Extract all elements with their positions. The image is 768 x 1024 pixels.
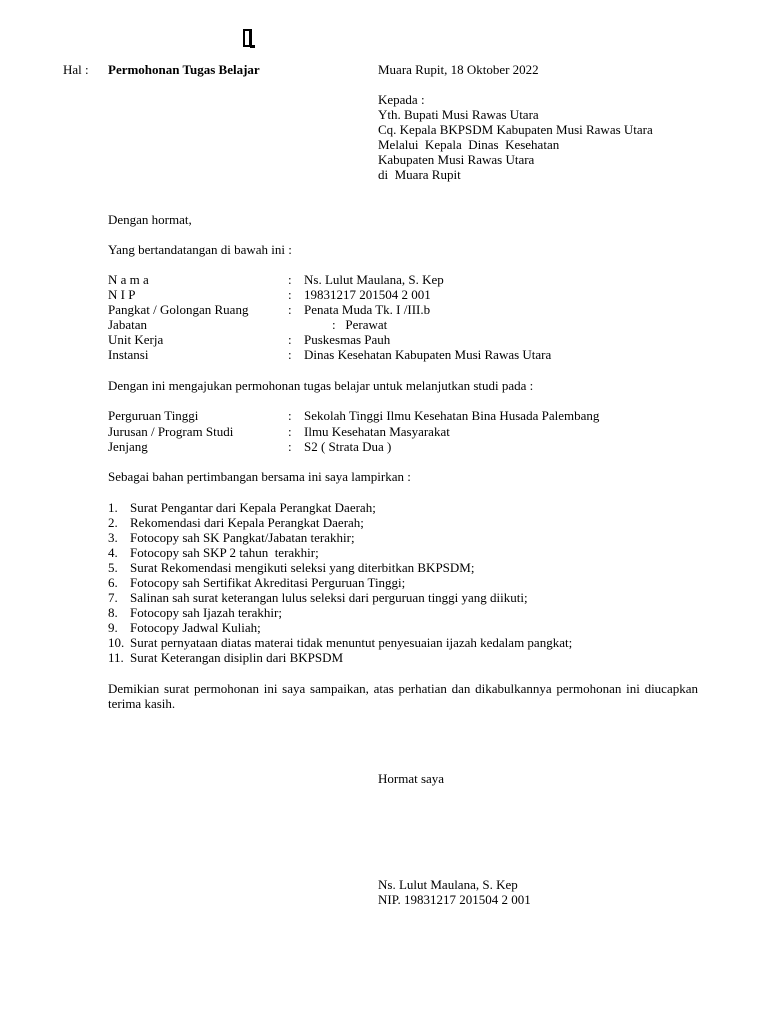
list-number: 5.: [108, 560, 118, 575]
list-text: Fotocopy sah Sertifikat Akreditasi Perguruan Tinggi;: [130, 575, 406, 590]
subject: Permohonan Tugas Belajar: [108, 62, 260, 77]
closing-paragraph: Demikian surat permohonan ini saya sampaikan, atas perhatian dan dikabulkannya permohonan ini diucapkan terima kasih.: [108, 681, 698, 711]
field-colon: :: [288, 272, 292, 287]
list-text: Fotocopy sah Ijazah terakhir;: [130, 605, 282, 620]
list-number: 7.: [108, 590, 118, 605]
list-number: 8.: [108, 605, 118, 620]
recipient-line: Kepada :: [378, 92, 425, 107]
greeting: Dengan hormat,: [108, 212, 192, 227]
field-label: Instansi: [108, 347, 149, 362]
field-colon: :: [288, 302, 292, 317]
recipient-line: Melalui Kepala Dinas Kesehatan: [378, 137, 560, 152]
request-text: Dengan ini mengajukan permohonan tugas belajar untuk melanjutkan studi pada :: [108, 378, 534, 393]
field-colon: :: [288, 287, 292, 302]
signature-salutation: Hormat saya: [378, 771, 445, 786]
field-value: 19831217 201504 2 001: [304, 287, 431, 302]
list-text: Surat Pengantar dari Kepala Perangkat Daerah;: [130, 500, 376, 515]
field-colon: :: [288, 347, 292, 362]
list-number: 3.: [108, 530, 118, 545]
field-value: Puskesmas Pauh: [304, 332, 391, 347]
list-number: 1.: [108, 500, 118, 515]
list-text: Rekomendasi dari Kepala Perangkat Daerah;: [130, 515, 364, 530]
list-text: Surat Keterangan disiplin dari BKPSDM: [130, 650, 344, 665]
recipient-line: Cq. Kepala BKPSDM Kabupaten Musi Rawas Utara: [378, 122, 653, 137]
header-mark-foot: [250, 45, 255, 48]
list-number: 11.: [108, 650, 124, 665]
field-value: Penata Muda Tk. I /III.b: [304, 302, 431, 317]
field-label: Unit Kerja: [108, 332, 164, 347]
field-value: Dinas Kesehatan Kabupaten Musi Rawas Utara: [304, 347, 552, 362]
field-value: Ns. Lulut Maulana, S. Kep: [304, 272, 444, 287]
hal-label: Hal :: [63, 62, 89, 77]
field-colon: :: [288, 408, 292, 423]
list-text: Surat pernyataan diatas materai tidak menuntut penyesuaian ijazah kedalam pangkat;: [130, 635, 573, 650]
field-value: Sekolah Tinggi Ilmu Kesehatan Bina Husada Palembang: [304, 408, 600, 423]
field-value: : Perawat: [332, 317, 388, 332]
list-text: Fotocopy sah SK Pangkat/Jabatan terakhir;: [130, 530, 355, 545]
signature-nip: NIP. 19831217 201504 2 001: [378, 892, 531, 907]
recipient-line: di Muara Rupit: [378, 167, 461, 182]
field-label: Jabatan: [108, 317, 147, 332]
list-text: Fotocopy sah SKP 2 tahun terakhir;: [130, 545, 319, 560]
list-text: Surat Rekomendasi mengikuti seleksi yang diterbitkan BKPSDM;: [130, 560, 475, 575]
field-label: Jurusan / Program Studi: [108, 424, 234, 439]
signature-name: Ns. Lulut Maulana, S. Kep: [378, 877, 518, 892]
recipient-line: Kabupaten Musi Rawas Utara: [378, 152, 535, 167]
field-label: Pangkat / Golongan Ruang: [108, 302, 249, 317]
field-colon: :: [288, 439, 292, 454]
field-label: Jenjang: [108, 439, 148, 454]
intro: Yang bertandatangan di bawah ini :: [108, 242, 292, 257]
list-number: 6.: [108, 575, 118, 590]
recipient-line: Yth. Bupati Musi Rawas Utara: [378, 107, 539, 122]
field-label: N a m a: [108, 272, 149, 287]
field-value: S2 ( Strata Dua ): [304, 439, 392, 454]
attachments-intro: Sebagai bahan pertimbangan bersama ini saya lampirkan :: [108, 469, 411, 484]
list-number: 9.: [108, 620, 118, 635]
place-date: Muara Rupit, 18 Oktober 2022: [378, 62, 539, 77]
list-number: 2.: [108, 515, 118, 530]
list-text: Salinan sah surat keterangan lulus seleksi dari perguruan tinggi yang diikuti;: [130, 590, 528, 605]
field-colon: :: [288, 332, 292, 347]
list-number: 10.: [108, 635, 125, 650]
field-value: Ilmu Kesehatan Masyarakat: [304, 424, 450, 439]
list-text: Fotocopy Jadwal Kuliah;: [130, 620, 261, 635]
field-label: N I P: [108, 287, 136, 302]
field-label: Perguruan Tinggi: [108, 408, 199, 423]
field-colon: :: [288, 424, 292, 439]
list-number: 4.: [108, 545, 118, 560]
